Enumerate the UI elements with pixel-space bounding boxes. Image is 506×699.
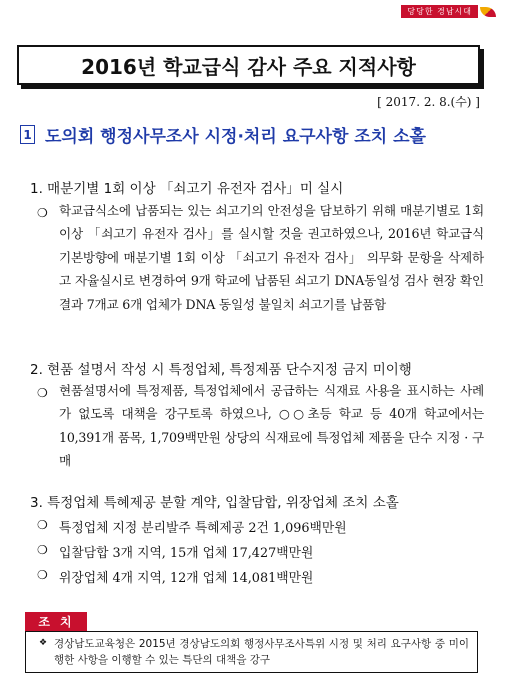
item-heading: 2. 현품 설명서 작성 시 특정업체, 특정제품 단수지정 금지 미이행 (30, 362, 412, 378)
action-label: 조치 (25, 612, 87, 631)
item-bullet-text: 특정업체 지정 분리발주 특혜제공 2건 1,096백만원 (59, 521, 347, 536)
item-bullet-text: 입찰담합 3개 지역, 15개 업체 17,427백만원 (59, 546, 314, 561)
item-bullet-text: 현품설명서에 특정제품, 특정업체에서 공급하는 식재료 사용을 표시하는 사례가 없도록 대책을 강구토록 하였으나, ○○초등 학교 등 40개 학교에서는 10,391개 품목, 1,709백만원 상당의 식재료에 특정업체 제품을 단수 지정 · 구매 (59, 383, 484, 469)
brand-text: 당당한 경남시대 (401, 5, 478, 18)
bullet-icon: ❍ (37, 518, 48, 532)
item-heading: 3. 특정업체 특혜제공 분할 계약, 입찰담합, 위장업체 조치 소홀 (30, 495, 399, 511)
diamond-bullet-icon: ❖ (39, 638, 48, 648)
brand-mark-icon (480, 7, 496, 17)
section-title: 도의회 행정사무조사 시정·처리 요구사항 조치 소홀 (45, 127, 426, 147)
item-bullet-text: 학교급식소에 납품되는 있는 쇠고기의 안전성을 담보하기 위해 매분기별로 1회 이상 「쇠고기 유전자 검사」를 실시할 것을 권고하였으나, 2016년 학교급식 기본방향에 매분기별 1회 이상 「쇠고기 유전자 검사」 의무화 문항을 삭제하고 자율실시로 변경하여 9개 학교에 납품된 쇠고기 DNA동일성 검사 현장 확인 결과 7개교 6개 업체가 DNA 동일성 불일치 쇠고기를 납품함 (59, 203, 484, 312)
bullet-icon: ❍ (37, 568, 48, 582)
bullet-icon: ❍ (37, 206, 48, 220)
bullet-icon: ❍ (37, 543, 48, 557)
brand-logo (401, 5, 496, 18)
page-title: 2016년 학교급식 감사 주요 지적사항 (17, 45, 480, 85)
section-number: 1 (20, 125, 35, 144)
bullet-icon: ❍ (37, 386, 48, 400)
item-bullet-text: 위장업체 4개 지역, 12개 업체 14,081백만원 (59, 571, 314, 586)
action-box (25, 631, 478, 673)
action-text: 경상남도교육청은 2015년 경상남도의회 행정사무조사특위 시정 및 처리 요구사항 중 미이행한 사항을 이행할 수 있는 특단의 대책을 강구 (54, 638, 469, 666)
document-date: [ 2017. 2. 8.(수) ] (377, 95, 480, 109)
item-heading: 1. 매분기별 1회 이상 「쇠고기 유전자 검사」미 실시 (30, 181, 344, 197)
section-heading (20, 122, 426, 147)
